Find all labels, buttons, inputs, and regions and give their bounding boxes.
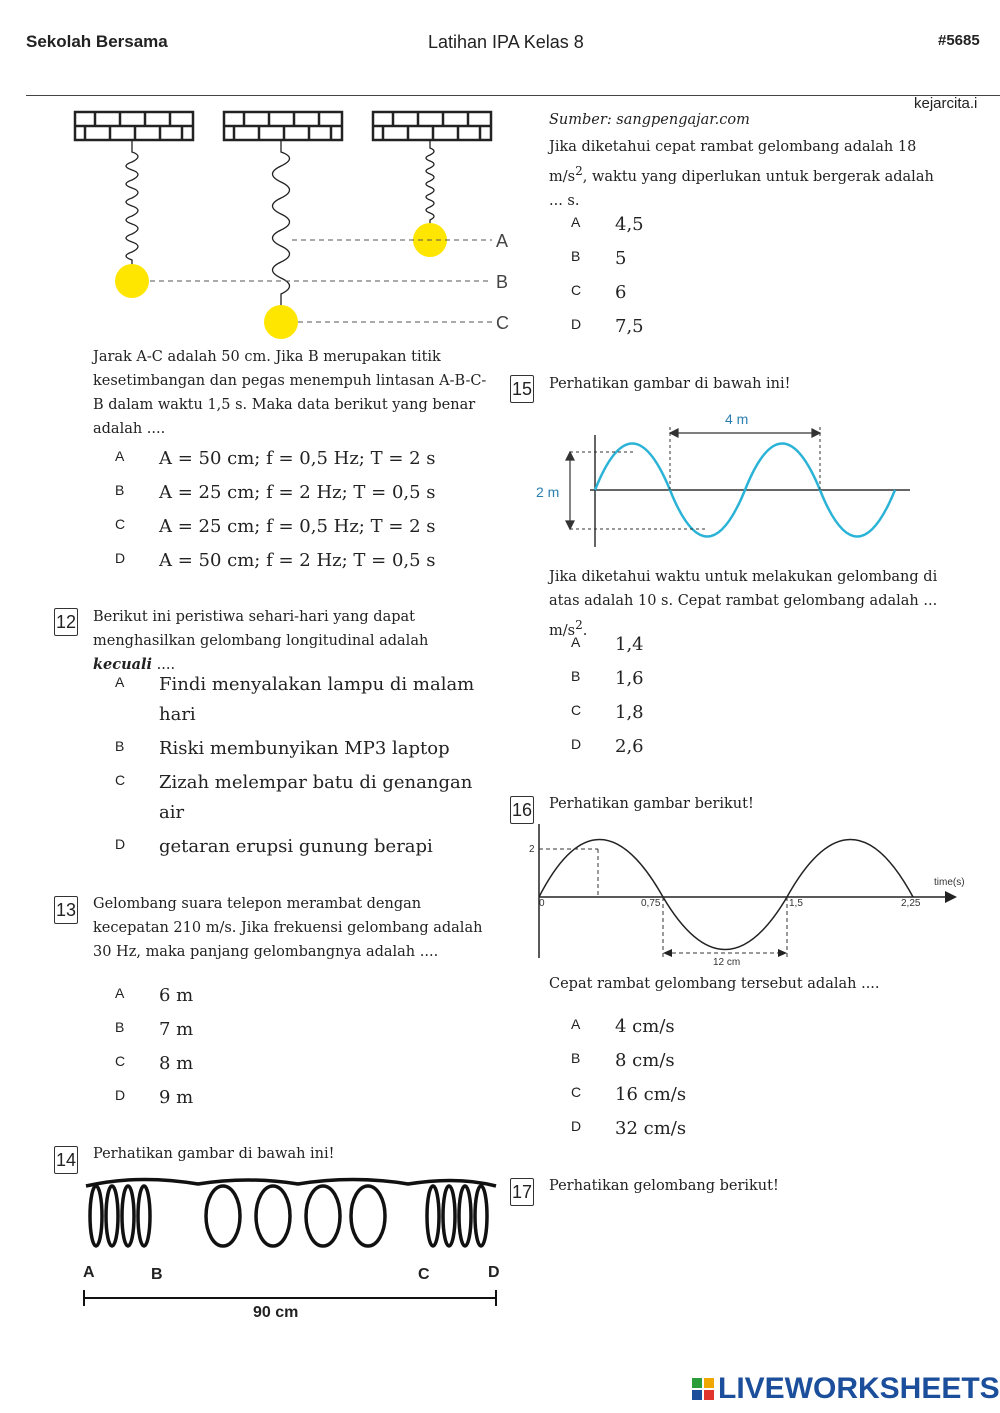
q16-text: Perhatikan gambar berikut! [549, 796, 754, 812]
coil-length-label: 90 cm [253, 1304, 299, 1321]
tick-075: 0,75 [641, 898, 661, 909]
ball-middle [264, 305, 298, 339]
q16-option-b[interactable]: B 8 cm/s [571, 1050, 675, 1071]
q13-number: 13 [54, 896, 78, 924]
q16-question: Cepat rambat gelombang tersebut adalah .... [549, 976, 880, 992]
coil-label-a: A [83, 1264, 95, 1281]
q15-option-d[interactable]: D 2,6 [571, 736, 644, 757]
ball-left [115, 264, 149, 298]
q14-option-c[interactable]: C 6 [571, 282, 627, 303]
spring-middle [273, 140, 290, 308]
coil-label-b: B [151, 1266, 163, 1283]
spring-figure [60, 104, 530, 344]
q13-option-c[interactable]: C 8 m [115, 1053, 194, 1074]
q11-text: Jarak A-C adalah 50 cm. Jika B merupakan titik kesetimbangan dan pegas menempuh lintasan A-B-C-B dalam waktu 1,5 s. Maka data berikut yang benar adalah .... [93, 349, 487, 437]
coil-label-d: D [488, 1264, 500, 1281]
q11-options [115, 444, 436, 580]
label-a: A [496, 231, 509, 251]
q12-option-a[interactable]: A Findi menyalakan lampu di malam hari [115, 674, 475, 725]
worksheet-title: Latihan IPA Kelas 8 [428, 32, 584, 52]
q16-number: 16 [510, 796, 534, 824]
q13-option-d[interactable]: D 9 m [115, 1087, 194, 1108]
q11-option-a[interactable]: A A = 50 cm; f = 0,5 Hz; T = 2 s [115, 448, 436, 469]
wall-middle [224, 112, 342, 140]
coil-label-c: C [418, 1266, 430, 1283]
q12-option-b[interactable]: B Riski membunyikan MP3 laptop [115, 738, 450, 759]
q16-option-a[interactable]: A 4 cm/s [571, 1016, 675, 1037]
q14-options [571, 210, 644, 346]
q15-text: Perhatikan gambar di bawah ini! [549, 376, 791, 392]
q14-text: Perhatikan gambar di bawah ini! [93, 1146, 335, 1162]
q11-option-b[interactable]: B A = 25 cm; f = 2 Hz; T = 0,5 s [115, 482, 436, 503]
q15-number: 15 [510, 375, 534, 403]
brand-text: LIVEWORKSHEETS [718, 1372, 1000, 1405]
liveworksheets-icon [692, 1378, 714, 1400]
tick-0: 0 [539, 898, 545, 909]
q15-options [571, 630, 644, 766]
worksheet-code: #5685 [938, 32, 980, 49]
distance-label: 12 cm [713, 957, 741, 968]
header-divider [26, 95, 1000, 96]
liveworksheets-logo [692, 1372, 1000, 1406]
q13-text: Gelombang suara telepon merambat dengan kecepatan 210 m/s. Jika frekuensi gelombang adalah 30 Hz, maka panjang gelombangnya adalah .... [93, 896, 483, 960]
q17-number: 17 [510, 1178, 534, 1206]
time-wave-ylabel: 2 [529, 844, 535, 855]
tick-15: 1,5 [789, 898, 803, 909]
q12-option-c[interactable]: C Zizah melempar batu di genangan air [115, 772, 473, 823]
label-b: B [496, 272, 509, 292]
q13-option-b[interactable]: B 7 m [115, 1019, 194, 1040]
coil-spring-figure [78, 1172, 508, 1332]
q16-option-d[interactable]: D 32 cm/s [571, 1118, 687, 1139]
spring-left [126, 140, 138, 266]
tick-225: 2,25 [901, 898, 921, 909]
time-wave-figure [525, 820, 965, 970]
sine-wave-figure [530, 405, 920, 555]
q12-options [115, 670, 480, 862]
wave-height-label: 2 m [536, 484, 560, 500]
wall-left [75, 112, 193, 140]
spring-right [426, 140, 434, 226]
q16-options [571, 1012, 686, 1148]
q14-option-d[interactable]: D 7,5 [571, 316, 644, 337]
q13-options [115, 981, 193, 1117]
q15-question: Jika diketahui waktu untuk melakukan gelombang di atas adalah 10 s. Cepat rambat gelombang adalah ... $m/s^2$. [549, 569, 938, 639]
wall-right [373, 112, 491, 140]
q14-question: Jika diketahui cepat rambat gelombang adalah 18 $m/s^2$, waktu yang diperlukan untuk bergerak adalah ... s. [549, 139, 934, 209]
q14-option-a[interactable]: A 4,5 [571, 214, 644, 235]
q14-option-b[interactable]: B 5 [571, 248, 627, 269]
q14-number: 14 [54, 1146, 78, 1174]
q15-option-c[interactable]: C 1,8 [571, 702, 644, 723]
wave-length-label: 4 m [725, 411, 749, 427]
q11-option-c[interactable]: C A = 25 cm; f = 0,5 Hz; T = 2 s [115, 516, 436, 537]
q16-option-c[interactable]: C 16 cm/s [571, 1084, 687, 1105]
q11-option-d[interactable]: D A = 50 cm; f = 2 Hz; T = 0,5 s [115, 550, 436, 571]
site-name: kejarcita.i [914, 95, 978, 112]
q12-option-d[interactable]: D getaran erupsi gunung berapi [115, 836, 433, 857]
q12-number: 12 [54, 608, 78, 636]
school-name: Sekolah Bersama [26, 32, 168, 51]
q15-option-a[interactable]: A 1,4 [571, 634, 644, 655]
q15-option-b[interactable]: B 1,6 [571, 668, 644, 689]
q12-text: Berikut ini peristiwa sehari-hari yang dapat menghasilkan gelombang longitudinal adalah kecuali .... [93, 609, 429, 673]
time-wave-curve [539, 840, 913, 950]
time-axis-label: time(s) [934, 877, 965, 888]
label-c: C [496, 313, 509, 333]
q13-option-a[interactable]: A 6 m [115, 985, 194, 1006]
q17-text: Perhatikan gelombang berikut! [549, 1178, 779, 1194]
q14-source: Sumber: sangpengajar.com [549, 112, 750, 128]
